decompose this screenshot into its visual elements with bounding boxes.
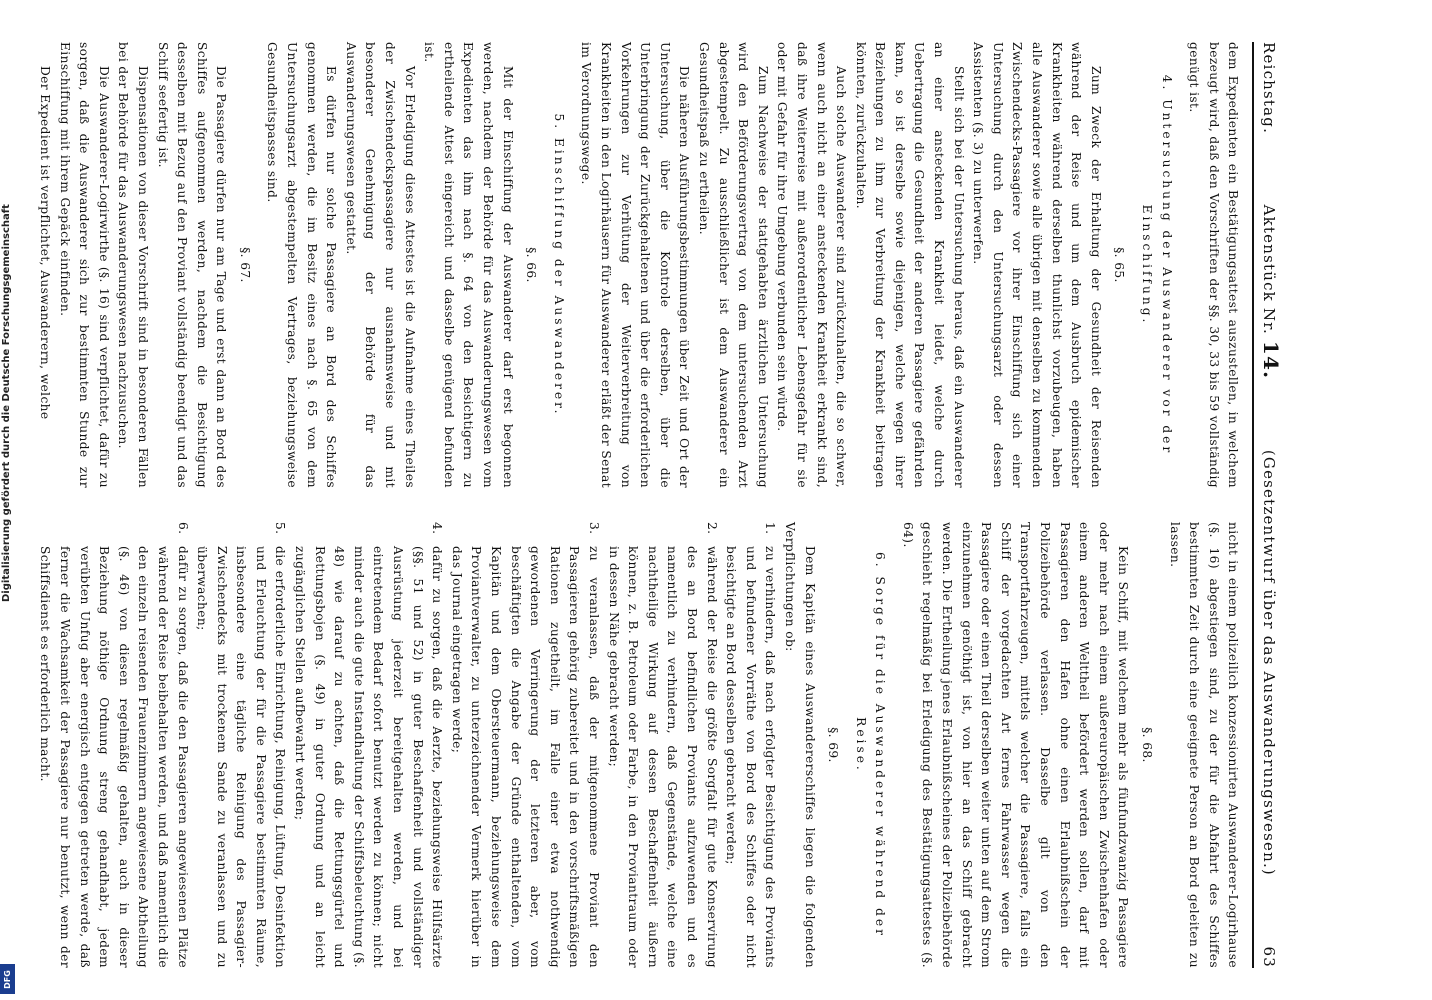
dfg-logo-text: DFG [3,969,13,989]
left-column [34,42,1242,488]
section-4-title: 4. Untersuchung der Auswanderer vor der Einschiffung. [1140,74,1174,456]
paragraph-66-text: Mit der Einschiffung der Auswanderer darf erst begonnen werden, nachdem der Behörde für das Auswanderungswesen vom Expedienten das ihm nach §. 64 von den Besichtigern zu ertheilende Attest eingereicht und dasselbe genügend befunden ist. [422,42,515,488]
paragraph-65-label: §. 65. [1112,247,1127,283]
list-item-text: dafür zu sorgen, daß die den Passagieren angewiesenen Plätze während der Reise beibehalten werden, und daß namentlich die den einzeln reisenden Frauenzimmern angewiesene Abtheilung (§. 46) von diesen regelmäßig gehalten, auch in dieser Beziehung nöthige Ordnung streng gehandhabt, jedem verübten Unfug aber energisch entgegen getreten werde, daß ferner die Wachsamkeit der Passagiere nur benutzt, wenn der Schiffsdienst es erforderlich macht. [38,546,190,968]
list-item-text: dafür zu sorgen, daß die Aerzte, beziehungsweise Hülfsärzte (§§. 51 und 52) in guter Beschaffenheit und vollständiger Ausrüstung jederzeit bereitgehalten werden, und bei eintretendem Bedarf sofort benutzt werden zu können; nicht minder auch die gute Instandhaltung der Schiffsbeleuchtung (§. 48) wie darauf zu achten, daß die Rettungsgürtel und Rettungsbojen (§. 49) in guter Ordnung und an leicht zugänglichen Stellen aufbewahrt werden; [293,546,445,968]
list-item-number: 1. [763,522,778,535]
paragraph-65-text-4: Zum Nachweise der stattgehabten ärztlichen Untersuchung wird den Beförderungsvertrag von dem untersuchenden Arzt abgestempelt. Zu ausschließlicher ist dem Auswanderer ein Gesundheitspaß zu ertheilen. [696,42,770,488]
list-item-number: 4. [430,522,445,535]
dfg-logo [0,964,15,994]
paragraph-67-text-3: Die Auswanderer-Logirwirthe (§. 16) sind verpflichtet, dafür zu sorgen, daß die Auswanderer sich zur bestimmten Stunde zur Einschiffung mit ihrem Gepäck einfinden. [57,42,111,488]
list-item [192,522,290,968]
section-6-title: 6. Sorge für die Auswanderer während der Reise. [853,552,888,938]
paragraph-67-label: §. 67. [237,247,252,283]
footer-credit: Digitalisierung gefördert durch die Deutsche Forschungsgemeinschaft [1,204,12,602]
paragraph-69-label: §. 69. [826,727,841,763]
page-number: 63 [1260,946,1278,968]
paragraph-65-text: Zum Zweck der Erhaltung der Gesundheit der Reisenden während der Reise und um dem Ausbruch epidemischer Krankheiten während derselben thunlichst vorzubeugen, haben alle Auswanderer sowie alle übrigen mit denselben zu kommenden Zwischendecks-Passagiere vor ihrer Einschiffung sich einer Untersuchung durch den Untersuchungsarzt oder dessen Assistenten (§. 3) zu unterwerfen. [971,42,1103,488]
digitization-footer [0,0,16,1000]
list-item [603,522,721,968]
list-item-text: zu verhindern, daß nach erfolgter Besichtigung des Proviants und befundener Vorräthe von Bord des Schiffes oder nicht besichtigte an Bord desselben gebracht werden; [724,546,778,968]
header-issue [1258,204,1283,380]
paragraph-67-text-4: Der Expedient ist verpflichtet, Auswanderern, welche [37,66,52,420]
header-left: Reichstag. [1260,42,1278,135]
text-columns [34,42,1242,968]
right-intro: nicht in einem polizeilich konzessionirten Auswanderer-Logirhause (§. 16) abgestiegen sind, zu der für die Abfahrt des Schiffes bestimmten Zeit durch eine geeignete Person an Bord geleiten zu lassen. [1167,522,1241,968]
list-item-number: 3. [587,522,601,535]
list-item-number: 6. [175,522,190,535]
paragraph-68-label: §. 68. [1140,727,1155,763]
paragraph-67-text-2: Dispensationen von dieser Vorschrift sind in besonderen Fällen bei der Behörde für das Auswanderungswesen nachzusuchen. [116,42,150,488]
paragraph-65-text-5: Die näheren Ausführungsbestimmungen über Zeit und Ort der Untersuchung, über die Kontrole derselben, über die Unterbringung der Zurückgehaltenen und über die erforderlichen Vorkehrungen zur Verhütung der Weiterverbreitung von Krankheiten in den Logirhäusern für Auswanderer erläßt der Senat im Verordnungswege. [579,42,692,488]
paragraph-65-text-3: Auch solche Auswanderer sind zurückzuhalten, die so schwer, wenn auch nicht an einer ansteckenden Krankheit erkrankt sind, daß ihre Weiterreise mit außerordentlicher Lebensgefahr für sie oder mit Gefahr für ihre Umgebung verbunden sein würde. [775,42,849,488]
list-item [35,522,192,968]
list-item-number: 2. [704,522,719,535]
left-intro: dem Expedienten ein Bestätigungsattest auszustellen, in welchem bezeugt wird, daß den Vorschriften der §§. 30, 33 bis 59 vollständig genügt ist. [1187,42,1241,488]
paragraph-66-text-2: Vor Erledigung dieses Attestes ist die Aufnahme eines Theiles der Zwischendeckspassagiere nur ausnahmsweise und mit besonderer Genehmigung der Behörde für das Auswanderungswesen gestattet. [343,42,417,488]
paragraph-66-label: §. 66. [524,247,539,283]
paragraph-65-text-2: Stellt sich bei der Untersuchung heraus, daß ein Auswanderer an einer ansteckenden Krankheit leidet, welche durch Uebertragung die Gesundheit der anderen Passagiere gefährden kann, so ist derselbe sowie diejenigen, welche wegen ihrer Beziehungen zu ihm zur Verbreitung der Krankheit beitragen könnten, zurückzuhalten. [853,42,966,488]
list-item [721,522,780,968]
list-item-text: zu veranlassen, daß der mitgenommene Proviant den Passagieren gehörig zubereitet und in den vorschriftsmäßigen Rationen zugetheilt, im Falle einer etwa nothwendig gewordenen Verringerung der letzteren aber, vom beschäftigten die Angabe der Gründe enthaltenden, vom Kapitän und dem Obersteuermann, beziehungsweise dem Proviantverwalter, zu unterzeichnender Vermerk hierüber in das Journal eingetragen werde; [449,546,601,968]
list-item [290,522,447,968]
issue-prefix: Aktenstück Nr. [1260,204,1278,335]
paragraph-66-text-3: Es dürfen nur solche Passagiere an Bord des Schiffes genommen werden, die im Besitz eines nach §. 65 von dem Untersuchungsarzt abgestempelten Vertrages, beziehungsweise Gesundheitspasses sind. [265,42,339,488]
issue-number: 14. [1259,340,1283,380]
paragraph-69-intro: Dem Kapitän eines Auswandererschiffes liegen die folgenden Verpflichtungen ob: [782,522,817,968]
rotated-sheet [37,30,1290,980]
paragraph-68-text: Kein Schiff, mit welchem mehr als fünfundzwanzig Passagiere oder mehr nach einem außereuropäischen Zwischenhafen oder einem anderen Welttheil befördert werden sollen, darf mit Passagieren den Hafen ohne einen Erlaubnißschein der Polizeibehörde verlassen. Dasselbe gilt von den Transportfahrzeugen, mittels welcher die Passagiere, falls ein Schiff der vorgedachten Art fernes Fahrwasser wegen die Passagiere oder einen Theil derselben weiter unten auf dem Strom einzunehmen genöthigt ist, von hier an das Schiff gebracht werden. Die Ertheilung jenes Erlaubnißscheines der Polizeibehörde geschieht regelmäßig bei Erledigung des Bestätigungsattestes (§. 64). [900,522,1131,968]
running-header [1252,42,1283,968]
list-item-text: die erforderliche Einrichtung, Reinigung, Lüftung, Desinfektion und Erleuchtung der für die Passagiere bestimmten Räume, insbesondere eine tägliche Reinigung des Passagier-Zwischendecks mit trockenem Sande zu veranlassen und zu überwachen; [195,546,288,968]
list-item-number: 5. [273,522,288,535]
header-right: (Gesetzentwurf über das Auswanderungswesen.) [1260,449,1278,876]
section-5-title: 5. Einschiffung der Auswanderer. [551,113,566,417]
right-column [34,522,1242,968]
paragraph-67-text: Die Passagiere dürfen nur am Tage und erst dann an Bord des Schiffes aufgenommen werden, nachdem die Besichtigung desselben mit Bezug auf den Proviant vollständig beendigt und das Schiff seefertig ist. [155,42,229,488]
list-item [446,522,603,968]
list-item-text: während der Reise die größte Sorgfalt für gute Konservirung des an Bord befindlichen Proviants aufzuwenden und es namentlich zu verhindern, daß Gegenstände, welche eine nachtheilige Wirkung auf dessen Beschaffenheit äußern können, z. B. Petroleum oder Farbe, in den Proviantraum oder in dessen Nähe gebracht werden; [606,546,719,968]
